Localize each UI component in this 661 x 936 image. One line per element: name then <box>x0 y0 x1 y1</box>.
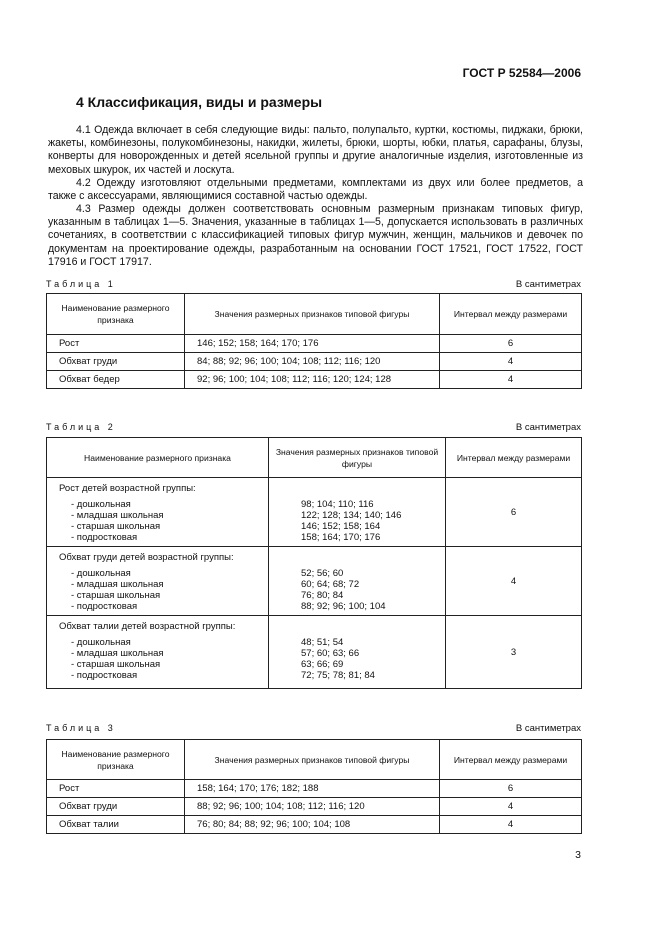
header-cell: Наименование размерного признака <box>47 438 269 478</box>
table-row <box>47 816 582 834</box>
values-line: 57; 60; 63; 66 <box>301 648 360 659</box>
section-title: 4 Классификация, виды и размеры <box>76 94 323 110</box>
table-3 <box>46 739 582 834</box>
group-title: Обхват талии детей возрастной группы: <box>59 621 236 632</box>
cell-interval: 6 <box>446 478 582 547</box>
table-row <box>47 478 582 547</box>
age-group-label: - подростковая <box>71 670 138 681</box>
values-line: 48; 51; 54 <box>301 637 344 648</box>
age-group-label: - подростковая <box>71 601 138 612</box>
age-group-label: - подростковая <box>71 532 138 543</box>
header-cell: Наименование размерного признака <box>47 740 185 780</box>
table3-caption: Таблица 3 <box>46 723 116 733</box>
age-group-label: - старшая школьная <box>71 659 161 670</box>
table1-unit: В сантиметрах <box>515 279 581 290</box>
page-number: 3 <box>575 849 581 861</box>
paragraph-4-3 <box>48 203 583 269</box>
age-group-label: - старшая школьная <box>71 590 161 601</box>
paragraph-number: 4.2 <box>76 177 91 189</box>
age-group-label: - младшая школьная <box>71 648 164 659</box>
cell-interval: 4 <box>446 547 582 616</box>
cell-name: Обхват талии <box>47 816 185 834</box>
cell-values: 158; 164; 170; 176; 182; 188 <box>185 780 440 798</box>
cell-group-name <box>47 616 269 689</box>
cell-values <box>269 616 446 689</box>
values-line: 72; 75; 78; 81; 84 <box>301 670 375 681</box>
cell-values: 146; 152; 158; 164; 170; 176 <box>185 335 440 353</box>
table-row <box>47 335 582 353</box>
values-line: 98; 104; 110; 116 <box>301 499 374 510</box>
cell-name: Обхват бедер <box>47 371 185 389</box>
values-line: 158; 164; 170; 176 <box>301 532 381 543</box>
age-group-label: - младшая школьная <box>71 579 164 590</box>
values-line: 88; 92; 96; 100; 104 <box>301 601 386 612</box>
paragraph-4-2 <box>48 177 583 203</box>
values-line: 76; 80; 84 <box>301 590 344 601</box>
values-line: 146; 152; 158; 164 <box>301 521 381 532</box>
table-row <box>47 371 582 389</box>
table3-unit: В сантиметрах <box>515 723 581 734</box>
age-group-label: - дошкольная <box>71 637 131 648</box>
age-group-label: - дошкольная <box>71 568 131 579</box>
table-1 <box>46 293 582 389</box>
values-line: 52; 56; 60 <box>301 568 344 579</box>
table-header-row <box>47 740 582 780</box>
table-row <box>47 353 582 371</box>
age-group-label: - младшая школьная <box>71 510 164 521</box>
document-code: ГОСТ Р 52584—2006 <box>462 66 581 80</box>
table1-caption: Таблица 1 <box>46 279 116 289</box>
cell-interval: 6 <box>440 780 582 798</box>
cell-name: Обхват груди <box>47 353 185 371</box>
values-line: 122; 128; 134; 140; 146 <box>301 510 402 521</box>
cell-interval: 4 <box>440 798 582 816</box>
cell-name: Рост <box>47 780 185 798</box>
header-cell: Интервал между размерами <box>440 294 582 335</box>
cell-values: 76; 80; 84; 88; 92; 96; 100; 104; 108 <box>185 816 440 834</box>
cell-group-name <box>47 547 269 616</box>
cell-interval: 4 <box>440 816 582 834</box>
values-line: 63; 66; 69 <box>301 659 344 670</box>
cell-values <box>269 547 446 616</box>
table-row <box>47 780 582 798</box>
table-row <box>47 616 582 689</box>
table-row <box>47 547 582 616</box>
header-cell: Интервал между размерами <box>440 740 582 780</box>
header-cell: Значения размерных признаков типовой фигуры <box>269 438 446 478</box>
paragraph-text: Одежду изготовляют отдельными предметами, комплектами из двух или более предметов, а также с аксессуарами, являющимися составной частью одежды. <box>48 177 583 203</box>
table-header-row <box>47 438 582 478</box>
paragraph-text: Размер одежды должен соответствовать основным размерным признакам типовых фигур, указанным в таблицах 1—5. Значения, указанные в таблицах 1—5, допускается использовать в различных сочетаниях, в соответствии с классификацией типовых фигур мужчин, женщин, мальчиков и девочек по документам на проектирование одежды, разработанным на основании ГОСТ 17521, ГОСТ 17522, ГОСТ 17916 и ГОСТ 17917. <box>48 203 583 268</box>
paragraph-text: Одежда включает в себя следующие виды: пальто, полупальто, куртки, костюмы, пиджаки, брюки, жакеты, комбинезоны, полукомбинезоны, накидки, жилеты, брюки, шорты, юбки, платья, сарафаны, блузы, конверты для новорожденных и детей ясельной группы и другие аналогичные изделия, изготовленные из меховых шкурок, их частей и лоскута. <box>48 124 583 176</box>
age-group-label: - дошкольная <box>71 499 131 510</box>
cell-values: 84; 88; 92; 96; 100; 104; 108; 112; 116; 120 <box>185 353 440 371</box>
table-2 <box>46 437 582 689</box>
cell-group-name <box>47 478 269 547</box>
table-header-row <box>47 294 582 335</box>
cell-values: 88; 92; 96; 100; 104; 108; 112; 116; 120 <box>185 798 440 816</box>
cell-name: Рост <box>47 335 185 353</box>
table2-caption: Таблица 2 <box>46 422 116 432</box>
group-title: Обхват груди детей возрастной группы: <box>59 552 234 563</box>
group-title: Рост детей возрастной группы: <box>59 483 196 494</box>
values-line: 60; 64; 68; 72 <box>301 579 360 590</box>
header-cell: Значения размерных признаков типовой фигуры <box>185 294 440 335</box>
paragraph-number: 4.3 <box>76 203 91 215</box>
header-cell: Интервал между размерами <box>446 438 582 478</box>
cell-interval: 4 <box>440 353 582 371</box>
cell-values: 92; 96; 100; 104; 108; 112; 116; 120; 124; 128 <box>185 371 440 389</box>
cell-values <box>269 478 446 547</box>
table2-unit: В сантиметрах <box>515 422 581 433</box>
header-cell: Значения размерных признаков типовой фигуры <box>185 740 440 780</box>
cell-interval: 6 <box>440 335 582 353</box>
cell-interval: 3 <box>446 616 582 689</box>
age-group-label: - старшая школьная <box>71 521 161 532</box>
cell-interval: 4 <box>440 371 582 389</box>
cell-name: Обхват груди <box>47 798 185 816</box>
paragraph-number: 4.1 <box>76 124 91 136</box>
header-cell: Наименование размерного признака <box>47 294 185 335</box>
table-row <box>47 798 582 816</box>
paragraph-4-1 <box>48 124 583 177</box>
